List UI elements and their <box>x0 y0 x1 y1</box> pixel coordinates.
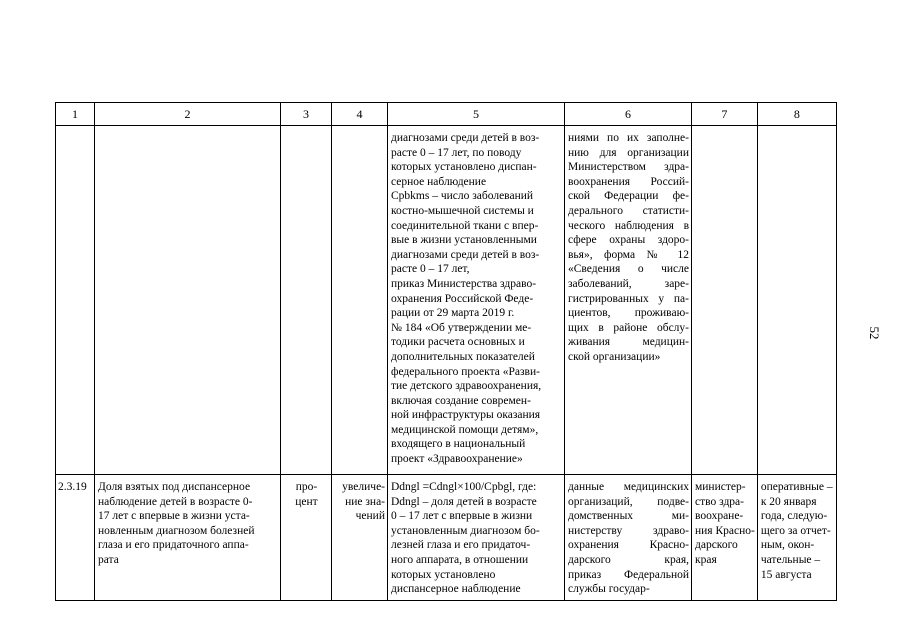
text-line: щих в районе обслу- <box>568 321 689 334</box>
text-line: к 20 января <box>760 495 817 508</box>
text-line: ниями по их заполне- <box>568 132 689 144</box>
text-line: диагнозами среди детей в воз- <box>391 132 540 144</box>
text-line: ской Федерации фе- <box>568 190 689 203</box>
deadline-text <box>758 475 836 582</box>
cell-unit <box>281 475 332 601</box>
text-line: года, следую- <box>760 510 828 523</box>
text-line: ной инфраструктуры оказания <box>391 409 541 422</box>
text-line: рации от 29 марта 2019 г. <box>391 307 515 320</box>
text-line: ние зна- <box>345 495 385 508</box>
text-line: Министерством здра- <box>568 161 689 174</box>
text-line: наблюдение детей в возрасте 0- <box>98 495 253 508</box>
text-line: ного аппарата, в отношении <box>391 553 529 566</box>
text-line: увеличе- <box>342 481 385 493</box>
cell-deadline <box>757 126 836 475</box>
unit-text <box>281 475 331 509</box>
cell-indicator-name <box>95 126 281 475</box>
indicator-name-text <box>95 475 280 568</box>
text-line: которых установлено <box>391 568 496 581</box>
header-col-4: 4 <box>332 103 388 126</box>
text-line: цент <box>295 495 318 508</box>
cell-trend <box>332 475 388 601</box>
text-line: щего за отчет- <box>760 524 831 537</box>
text-line: дарского края, <box>568 553 689 566</box>
text-line: нистерству здраво- <box>568 524 689 537</box>
cell-data-source <box>565 475 692 601</box>
text-line: костно-мышечной системы и <box>391 204 534 217</box>
header-col-5: 5 <box>388 103 565 126</box>
text-line: воохране- <box>695 510 744 523</box>
text-line: министер- <box>695 481 746 493</box>
text-line: приказ Министерства здраво- <box>391 277 537 290</box>
responsible-text <box>692 475 757 568</box>
text-line: организаций, подве- <box>568 495 689 508</box>
text-line: установленным диагнозом бо- <box>391 524 540 537</box>
cell-number <box>56 475 95 601</box>
text-line: края <box>695 553 717 566</box>
text-line: 15 августа <box>760 568 812 581</box>
text-line: Доля взятых под диспансерное <box>98 481 251 493</box>
row-number: 2.3.19 <box>58 481 87 493</box>
text-line: дерального статисти- <box>568 204 689 217</box>
cell-indicator-name <box>95 475 281 601</box>
text-line: Ddngl =Cdngl×100/Cpbgl, где: <box>391 481 537 493</box>
data-source-text <box>565 475 691 597</box>
text-line: расте 0 – 17 лет, по поводу <box>391 146 522 159</box>
cell-trend <box>332 126 388 475</box>
text-line: про- <box>295 481 318 493</box>
text-line: приказ Федеральной <box>568 568 689 581</box>
text-line: глаза и его придаточного аппа- <box>98 539 249 552</box>
text-line: оперативные – <box>760 481 833 493</box>
cell-unit <box>281 126 332 475</box>
text-line: циентов, проживаю- <box>568 307 689 320</box>
header-col-6: 6 <box>565 103 692 126</box>
text-line: проект «Здравоохранение» <box>391 453 523 466</box>
text-line: серное наблюдение <box>391 175 487 188</box>
text-line: нию для организации <box>568 146 689 159</box>
text-line: рата <box>98 553 119 566</box>
cell-number <box>56 126 95 475</box>
text-line: ния Красно- <box>695 524 755 537</box>
header-col-7: 7 <box>692 103 758 126</box>
text-line: воохранения Россий- <box>568 175 689 188</box>
text-line: чений <box>355 510 385 523</box>
cell-deadline <box>757 475 836 601</box>
data-source-text <box>565 126 691 365</box>
indicators-table <box>55 102 837 601</box>
text-line: чательные – <box>760 553 821 566</box>
header-col-8: 8 <box>757 103 836 126</box>
text-line: Ddngl – доля детей в возрасте <box>391 495 537 508</box>
cell-responsible <box>692 475 758 601</box>
text-line: лезней глаза и его придаточ- <box>391 539 531 552</box>
text-line: входящего в национальный <box>391 438 526 451</box>
text-line: ской организации» <box>568 350 661 363</box>
text-line: сфере охраны здоро- <box>568 234 689 247</box>
text-line: охранения Красно- <box>568 539 689 552</box>
text-line: диагнозами среди детей в воз- <box>391 248 540 261</box>
text-line: охранения Российской Феде- <box>391 292 534 305</box>
calculation-method-text <box>388 126 564 467</box>
text-line: службы государ- <box>568 583 650 596</box>
text-line: медицинской помощи детям», <box>391 423 539 436</box>
text-line: диспансерное наблюдение <box>391 583 521 596</box>
page-number: 52 <box>867 326 882 340</box>
cell-responsible <box>692 126 758 475</box>
header-col-3: 3 <box>281 103 332 126</box>
text-line: № 184 «Об утверждении ме- <box>391 321 532 334</box>
text-line: тодики расчета основных и <box>391 336 525 349</box>
text-line: вья», форма № 12 <box>568 248 689 261</box>
text-line: живания медицин- <box>568 336 689 349</box>
trend-text <box>332 475 387 524</box>
text-line: гистрированных у па- <box>568 292 689 305</box>
text-line: 0 – 17 лет с впервые в жизни <box>391 510 533 523</box>
text-line: соединительной ткани с впер- <box>391 219 539 232</box>
text-line: Cpbkms – число заболеваний <box>391 190 534 203</box>
text-line: 17 лет с впервые в жизни уста- <box>98 510 250 523</box>
cell-calculation-method <box>388 475 565 601</box>
text-line: дарского <box>695 539 738 552</box>
text-line: ным, окон- <box>760 539 815 552</box>
text-line: ческого наблюдения в <box>568 219 689 232</box>
text-line: федерального проекта «Разви- <box>391 365 540 378</box>
cell-calculation-method <box>388 126 565 475</box>
text-line: дополнительных показателей <box>391 350 535 363</box>
calculation-method-text <box>388 475 564 597</box>
text-line: включая создание современ- <box>391 394 531 407</box>
table-row-continued <box>56 126 837 475</box>
text-line: новленным диагнозом болезней <box>98 524 255 537</box>
text-line: вые в жизни установленными <box>391 234 537 247</box>
text-line: домственных ми- <box>568 510 689 523</box>
table-row-2-3-19 <box>56 475 837 601</box>
text-line: расте 0 – 17 лет, <box>391 263 470 276</box>
header-col-2: 2 <box>95 103 281 126</box>
header-col-1: 1 <box>56 103 95 126</box>
cell-data-source <box>565 126 692 475</box>
header-row <box>56 103 837 126</box>
text-line: «Сведения о числе <box>568 263 689 276</box>
text-line: тие детского здравоохранения, <box>391 380 542 393</box>
text-line: заболеваний, заре- <box>568 277 689 290</box>
text-line: ство здра- <box>695 495 744 508</box>
text-line: данные медицинских <box>568 481 689 493</box>
text-line: которых установлено диспан- <box>391 161 537 174</box>
